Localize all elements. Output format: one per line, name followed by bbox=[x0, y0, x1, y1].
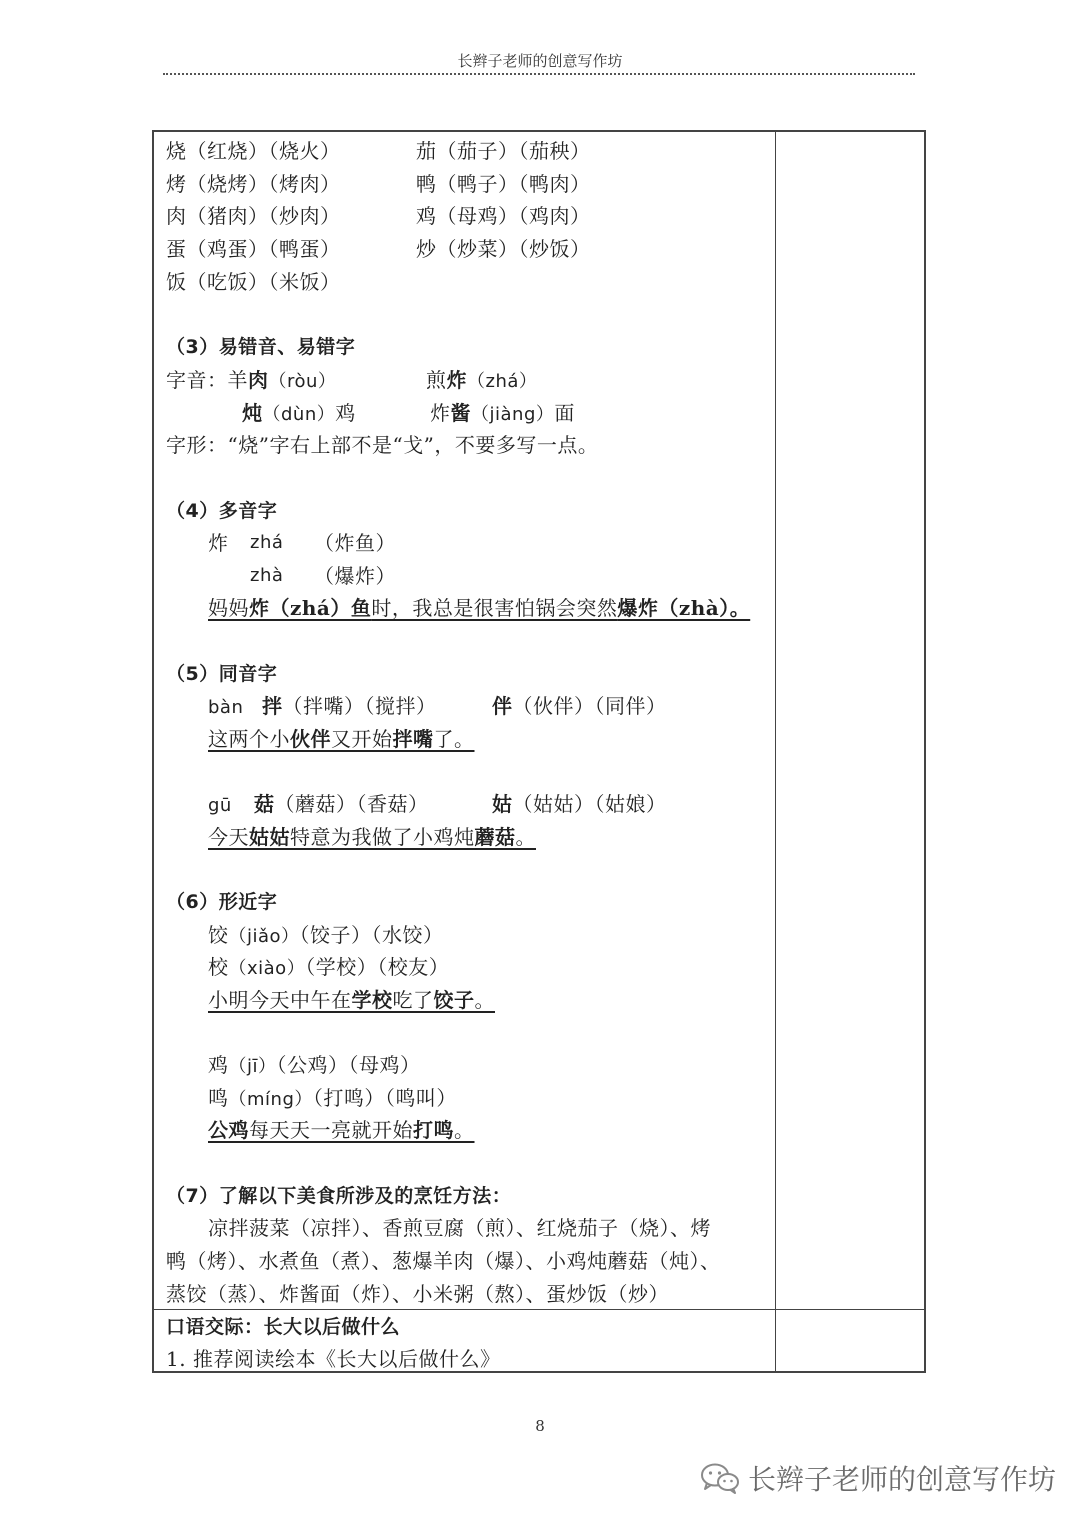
page-number: 8 bbox=[535, 1417, 545, 1435]
vocab-row: 肉（猪肉）（炒肉） 鸡（母鸡）（鸡肉） bbox=[166, 204, 591, 228]
pronunciation-line-2: 炖（dùn）鸡 炸酱（jiàng）面 bbox=[242, 401, 575, 425]
page-header-title: 长辫子老师的创意写作坊 bbox=[457, 52, 623, 70]
similar-char-row: 饺（jiǎo）（饺子）（水饺） bbox=[208, 923, 444, 947]
vocab-row: 烧（红烧）（烧火） 茄（茄子）（茄秧） bbox=[166, 139, 591, 163]
header-divider bbox=[163, 73, 915, 75]
table-column-divider bbox=[775, 132, 776, 1371]
main-content-cell: 烧（红烧）（烧火） 茄（茄子）（茄秧） 烤（烧烤）（烤肉） 鸭（鸭子）（鸭肉） 肉（猪肉）（炒肉） 鸡（母鸡）（鸡肉） 蛋（鸡蛋）（鸭蛋） 炒（炒菜）（炒饭） 饭（吃饭）（米饭） （3）易错音、易错字 字音：羊肉（ròu） 煎炸（zhá） 炖（dùn）鸡 炸酱（jiàng）面 字形：“烧”字右上部不是“戈”，不要多写一点。 （4）多音字 炸 zhá （炸鱼） zhà （爆炸） 妈妈炸（zhá）鱼时，我总是很害怕锅会突然爆炸（zhà）。 （5）同音字 bàn 拌（拌嘴）（搅拌） 伴（伙伴）（同伴） 这两个小伙伴又开始拌嘴了。 gū 菇（蘑菇）（香菇） 姑（姑姑）（姑娘） 今天姑姑特意为我做了小鸡炖蘑菇。 （6）形近字 饺（jiǎo）（饺子）（水饺） 校（xiào）（学校）（校友） 小明今天中午在学校吃了饺子。 鸡（jī）（公鸡）（母鸡） 鸣（míng）（打鸣）（鸣叫） 公鸡每天天一亮就开始打鸣。 （7）了解以下美食所涉及的烹饪方法： 凉拌菠菜（凉拌）、香煎豆腐（煎）、红烧茄子（烧）、烤 鸭（烤）、水煮鱼（煮）、葱爆羊肉（爆）、小鸡炖蘑菇（炖）、 蒸饺（蒸）、炸酱面（炸）、小米粥（熬）、蛋炒饭（炒） bbox=[166, 139, 751, 1306]
similar-char-row: 校（xiào）（学校）（校友） bbox=[208, 955, 450, 979]
oral-heading: 口语交际：长大以后做什么 bbox=[166, 1316, 401, 1338]
section-heading-5: （5）同音字 bbox=[166, 663, 278, 685]
vocab-row: 饭（吃饭）（米饭） bbox=[166, 270, 341, 294]
oral-communication-cell bbox=[154, 1310, 775, 1373]
section-heading-4: （4）多音字 bbox=[166, 500, 278, 522]
lesson-table bbox=[152, 130, 926, 1373]
pronunciation-line-1: 字音：羊肉（ròu） 煎炸（zhá） bbox=[166, 368, 538, 392]
vocab-row: 蛋（鸡蛋）（鸭蛋） 炒（炒菜）（炒饭） bbox=[166, 237, 591, 261]
wechat-icon bbox=[700, 1462, 740, 1494]
homophone-row-2: gū 菇（蘑菇）（香菇） 姑（姑姑）（姑娘） bbox=[208, 792, 667, 816]
section-heading-3: （3）易错音、易错字 bbox=[166, 336, 356, 358]
section-heading-7: （7）了解以下美食所涉及的烹饪方法： bbox=[166, 1185, 512, 1207]
glyph-note: 字形：“烧”字右上部不是“戈”，不要多写一点。 bbox=[166, 433, 599, 457]
example-sentence: 妈妈炸（zhá）鱼时，我总是很害怕锅会突然爆炸（zhà）。 bbox=[208, 596, 751, 620]
similar-char-row: 鸣（míng）（打鸣）（鸣叫） bbox=[208, 1086, 457, 1110]
homophone-row-1: bàn 拌（拌嘴）（搅拌） 伴（伙伴）（同伴） bbox=[208, 694, 667, 718]
polyphone-row-1: 炸 zhá （炸鱼） bbox=[208, 531, 396, 555]
example-sentence: 小明今天中午在学校吃了饺子。 bbox=[208, 988, 495, 1012]
section-heading-6: （6）形近字 bbox=[166, 891, 278, 913]
watermark-text: 长辫子老师的创意写作坊 bbox=[748, 1463, 1057, 1496]
vocab-row: 烤（烧烤）（烤肉） 鸭（鸭子）（鸭肉） bbox=[166, 172, 591, 196]
paragraph-line: 蒸饺（蒸）、炸酱面（炸）、小米粥（熬）、蛋炒饭（炒） bbox=[166, 1282, 669, 1306]
oral-item: 1. 推荐阅读绘本《长大以后做什么》 bbox=[166, 1347, 501, 1371]
example-sentence: 公鸡每天天一亮就开始打鸣。 bbox=[208, 1118, 475, 1142]
similar-char-row: 鸡（jī）（公鸡）（母鸡） bbox=[208, 1053, 421, 1077]
example-sentence: 今天姑姑特意为我做了小鸡炖蘑菇。 bbox=[208, 825, 536, 849]
example-sentence: 这两个小伙伴又开始拌嘴了。 bbox=[208, 727, 475, 751]
watermark bbox=[700, 1458, 1056, 1498]
paragraph-line: 鸭（烤）、水煮鱼（煮）、葱爆羊肉（爆）、小鸡炖蘑菇（炖）、 bbox=[166, 1249, 721, 1273]
paragraph-line: 凉拌菠菜（凉拌）、香煎豆腐（煎）、红烧茄子（烧）、烤 bbox=[208, 1216, 711, 1240]
